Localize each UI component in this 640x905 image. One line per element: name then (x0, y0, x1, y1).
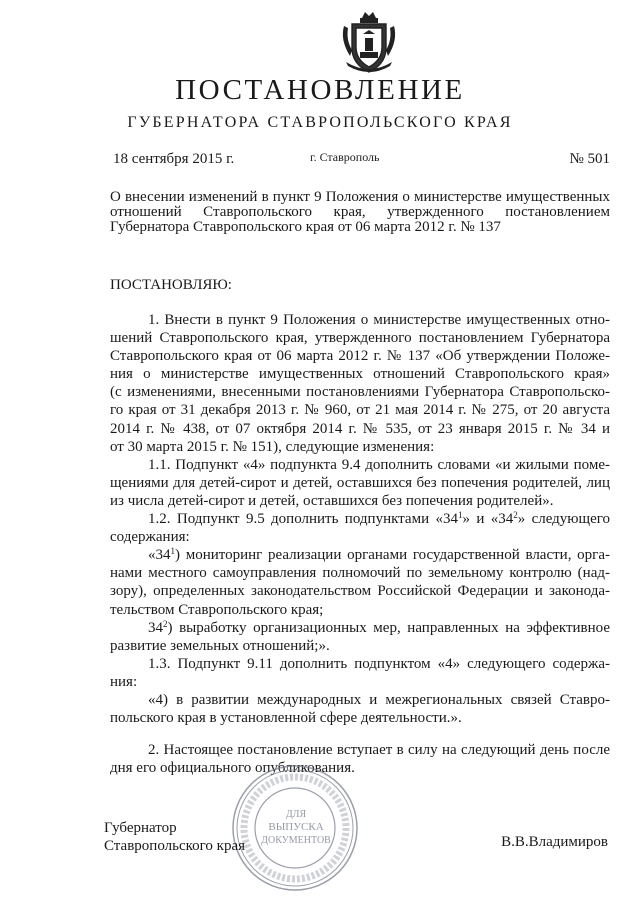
stamp-text-line1: ДЛЯ (285, 809, 307, 820)
document-date: 18 сентября 2015 г. (113, 151, 235, 167)
body-line: 1.1. Подпункт «4» подпункта 9.4 дополнить словами «и жилыми поме- (148, 456, 610, 473)
body-line: ния о министерстве имущественных отношений Ставропольского края» (110, 366, 610, 383)
body-line: 2. Настоящее постановление вступает в силу на следующий день после (148, 742, 610, 759)
body-line: 1. Внести в пункт 9 Положения о министерстве имущественных отно- (148, 312, 610, 328)
body-line: от 30 марта 2015 г. № 151), следующие изменения: (110, 438, 435, 455)
official-stamp (230, 763, 360, 893)
body-line: нами местного самоуправления полномочий по земельному контролю (над- (110, 565, 610, 582)
body-line: дня его официального опубликования. (110, 760, 355, 777)
coat-of-arms-emblem (338, 6, 400, 76)
body-line: 2014 г. № 438, от 07 октября 2014 г. № 535, от 23 января 2015 г. № 34 и (110, 420, 610, 437)
body-line: содержания: (110, 529, 190, 546)
body-line: зору), определенных законодательством Российской Федерации и законода- (110, 583, 610, 600)
body-line: польского края в установленной сфере деятельности.». (110, 710, 462, 727)
body-line: 1.3. Подпункт 9.11 дополнить подпунктом «4» следующего содержа- (148, 655, 610, 672)
body-line: $34^2$) выработку организационных мер, направленных на эффективное (148, 618, 610, 636)
body-line: го края от 31 декабря 2013 г. № 960, от 21 мая 2014 г. № 275, от 20 августа (110, 402, 610, 419)
document-city: г. Ставрополь (310, 150, 380, 164)
body-line: развитие земельных отношений;». (110, 637, 330, 654)
signatory-title: Губернатор Ставропольского края (104, 820, 245, 854)
body-line: (с изменениями, внесенными постановлениями Губернатора Ставропольско- (110, 384, 610, 401)
document-number: № 501 (569, 151, 610, 167)
stamp-text-line2: ВЫПУСКА (268, 821, 324, 833)
body-line: Ставропольского края от 06 марта 2012 г. № 137 «Об утверждении Положе- (110, 348, 610, 365)
body-line: 1.2. Подпункт 9.5 дополнить подпунктами «$34^1$» и «$34^2$» следующего (148, 510, 611, 528)
body-line: тельством Ставропольского края; (110, 601, 324, 618)
document-body (110, 311, 610, 777)
body-line: «4) в развитии международных и межрегиональных связей Ставро- (148, 691, 610, 708)
signatory-name: В.В.Владимиров (501, 834, 608, 850)
document-subject: О внесении изменений в пункт 9 Положения о министерстве имущественных отношений Ставропольского края, утвержденного постановлением Губернатора Ставропольского края от 06 марта 2012 г. № 137 (110, 189, 610, 235)
body-line: «$34^1$) мониторинг реализации органами государственной власти, орга- (148, 546, 610, 564)
stamp-text-line3: ДОКУМЕНТОВ (261, 835, 331, 846)
body-line: ния: (110, 673, 138, 690)
body-line: шений Ставропольского края, утвержденного постановлением Губернатора (110, 330, 610, 347)
body-line: щениями для детей-сирот и детей, оставшихся без попечения родителей, лиц (110, 474, 610, 491)
document-issuer: ГУБЕРНАТОРА СТАВРОПОЛЬСКОГО КРАЯ (127, 114, 513, 131)
body-line: из числа детей-сирот и детей, оставшихся без попечения родителей». (110, 492, 554, 509)
document-title: ПОСТАНОВЛЕНИЕ (175, 74, 465, 106)
decree-heading: ПОСТАНОВЛЯЮ: (110, 277, 232, 293)
